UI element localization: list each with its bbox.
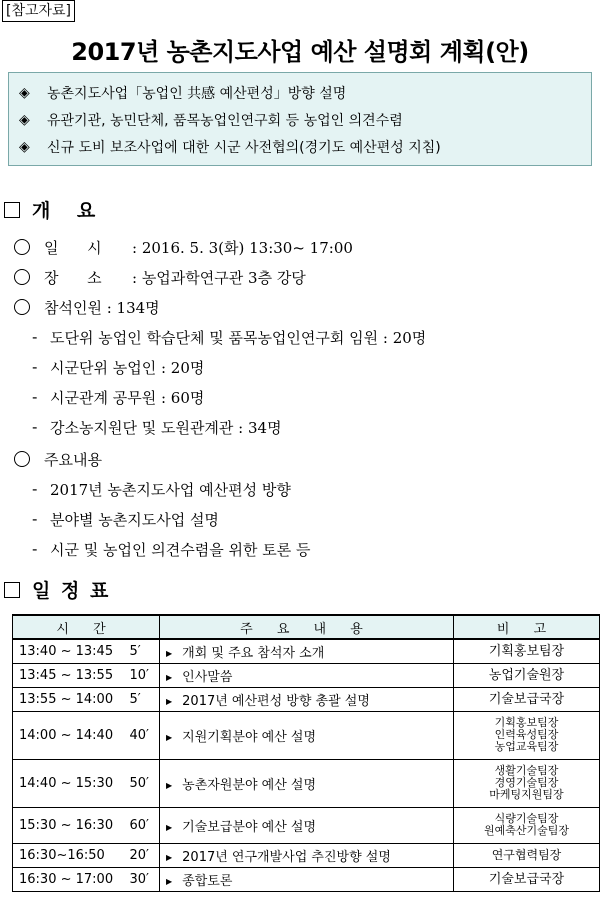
section-heading-text: 일 정 표 bbox=[32, 580, 111, 602]
dash-bullet-icon: - bbox=[32, 328, 38, 346]
circle-bullet-icon bbox=[14, 451, 30, 467]
row-content bbox=[160, 843, 454, 867]
triangle-bullet-icon: ▶ bbox=[166, 696, 173, 706]
main-contents-text: 주요내용 bbox=[44, 450, 102, 469]
reference-tag: [참고자료] bbox=[2, 0, 75, 22]
circle-bullet-icon bbox=[14, 269, 30, 285]
row-duration: 10′ bbox=[128, 663, 160, 687]
row-content-text: 개회 및 주요 참석자 소개 bbox=[182, 645, 325, 661]
row-content-text: 2017년 예산편성 방향 총괄 설명 bbox=[182, 693, 370, 709]
place-label: 장 소 bbox=[44, 268, 102, 287]
header-note: 비 고 bbox=[454, 615, 600, 639]
participants-text: 참석인원 : 134명 bbox=[44, 298, 160, 317]
dash-bullet-icon: - bbox=[32, 418, 38, 436]
triangle-bullet-icon: ▶ bbox=[166, 732, 173, 742]
triangle-bullet-icon: ▶ bbox=[166, 672, 173, 682]
row-note-text: 원예축산기술팀장 bbox=[483, 824, 569, 837]
row-note-text: 연구협력팀장 bbox=[491, 847, 562, 862]
overview-participants bbox=[14, 292, 160, 322]
table-row bbox=[13, 687, 600, 711]
row-content-text: 농촌자원분야 예산 설명 bbox=[182, 777, 317, 793]
row-content-text: 지원기획분야 예산 설명 bbox=[182, 729, 317, 745]
content-item-text: 2017년 농촌지도사업 예산편성 방향 bbox=[50, 480, 291, 499]
table-row bbox=[13, 711, 600, 759]
section-heading-schedule bbox=[4, 576, 110, 603]
table-row bbox=[13, 843, 600, 867]
overview-place bbox=[14, 262, 306, 292]
table-header-row bbox=[13, 615, 600, 639]
row-duration: 50′ bbox=[128, 759, 160, 807]
row-duration: 40′ bbox=[128, 711, 160, 759]
row-time: 14:00 ~ 14:40 bbox=[13, 711, 128, 759]
row-note-text: 경영기술팀장 bbox=[494, 776, 559, 789]
participant-item bbox=[32, 352, 204, 382]
circle-bullet-icon bbox=[14, 239, 30, 255]
square-bullet-icon bbox=[4, 582, 20, 598]
row-time: 13:55 ~ 14:00 bbox=[13, 687, 128, 711]
row-duration: 5′ bbox=[128, 639, 160, 663]
circle-bullet-icon bbox=[14, 299, 30, 315]
summary-line bbox=[19, 133, 591, 160]
datetime-value: : 2016. 5. 3(화) 13:30~ 17:00 bbox=[132, 238, 353, 257]
participant-item-text: 강소농지원단 및 도원관계관 : 34명 bbox=[50, 418, 282, 437]
participant-item bbox=[32, 382, 204, 412]
row-content-text: 종합토론 bbox=[182, 873, 233, 889]
row-time: 16:30 ~ 17:00 bbox=[13, 867, 128, 891]
row-note-text: 농업기술원장 bbox=[488, 667, 565, 683]
table-row bbox=[13, 807, 600, 843]
participant-item-text: 시군관계 공무원 : 60명 bbox=[50, 388, 205, 407]
row-duration: 5′ bbox=[128, 687, 160, 711]
content-item-text: 시군 및 농업인 의견수렴을 위한 토론 등 bbox=[50, 540, 311, 559]
row-time: 14:40 ~ 15:30 bbox=[13, 759, 128, 807]
summary-line bbox=[19, 106, 591, 133]
summary-text: 유관기관, 농민단체, 품목농업인연구회 등 농업인 의견수렴 bbox=[47, 112, 403, 129]
row-note bbox=[454, 807, 600, 843]
row-time: 13:45 ~ 13:55 bbox=[13, 663, 128, 687]
row-note bbox=[454, 687, 600, 711]
table-row bbox=[13, 759, 600, 807]
row-note bbox=[454, 759, 600, 807]
dash-bullet-icon: - bbox=[32, 540, 38, 558]
content-item-text: 분야별 농촌지도사업 설명 bbox=[50, 510, 219, 529]
row-time: 15:30 ~ 16:30 bbox=[13, 807, 128, 843]
dash-bullet-icon: - bbox=[32, 358, 38, 376]
row-note-text: 기술보급국장 bbox=[488, 691, 565, 707]
header-time: 시 간 bbox=[13, 615, 160, 639]
row-content bbox=[160, 639, 454, 663]
row-note-text: 기획홍보팀장 bbox=[488, 643, 565, 659]
participant-item bbox=[32, 412, 282, 442]
summary-text: 농촌지도사업「농업인 共感 예산편성」방향 설명 bbox=[47, 85, 347, 102]
row-note-text: 기술보급국장 bbox=[488, 871, 565, 887]
summary-text: 신규 도비 보조사업에 대한 시군 사전협의(경기도 예산편성 지침) bbox=[47, 139, 441, 156]
dash-bullet-icon: - bbox=[32, 510, 38, 528]
summary-line bbox=[19, 79, 591, 106]
row-content bbox=[160, 867, 454, 891]
row-note-text: 마케팅지원팀장 bbox=[489, 788, 564, 801]
participant-item-text: 도단위 농업인 학습단체 및 품목농업인연구회 임원 : 20명 bbox=[50, 328, 427, 347]
diamond-bullet-icon: ◈ bbox=[19, 138, 30, 155]
overview-main-contents bbox=[14, 444, 102, 474]
participant-item bbox=[32, 322, 426, 352]
row-content-text: 인사말씀 bbox=[182, 669, 233, 685]
row-note bbox=[454, 639, 600, 663]
row-content bbox=[160, 663, 454, 687]
row-note bbox=[454, 867, 600, 891]
row-note-text: 생활기술팀장 bbox=[494, 764, 559, 777]
triangle-bullet-icon: ▶ bbox=[166, 876, 173, 886]
section-heading-overview bbox=[4, 196, 95, 223]
header-content: 주 요 내 용 bbox=[160, 615, 454, 639]
dash-bullet-icon: - bbox=[32, 480, 38, 498]
triangle-bullet-icon: ▶ bbox=[166, 648, 173, 658]
row-content-text: 기술보급분야 예산 설명 bbox=[182, 819, 317, 835]
overview-datetime bbox=[14, 232, 353, 262]
place-value: : 농업과학연구관 3층 강당 bbox=[132, 268, 306, 287]
triangle-bullet-icon: ▶ bbox=[166, 852, 173, 862]
section-heading-text: 개 요 bbox=[32, 200, 96, 222]
row-note-text: 식량기술팀장 bbox=[494, 812, 559, 825]
row-content bbox=[160, 687, 454, 711]
content-item bbox=[32, 504, 219, 534]
schedule-table bbox=[12, 614, 600, 892]
row-note-text: 기획홍보팀장 bbox=[494, 716, 559, 729]
table-row bbox=[13, 867, 600, 891]
diamond-bullet-icon: ◈ bbox=[19, 84, 30, 101]
row-note-text: 인력육성팀장 bbox=[494, 728, 559, 741]
content-item bbox=[32, 474, 291, 504]
row-note bbox=[454, 663, 600, 687]
row-note bbox=[454, 843, 600, 867]
row-note-text: 농업교육팀장 bbox=[494, 740, 559, 753]
document-title: 2017년 농촌지도사업 예산 설명회 계획(안) bbox=[71, 38, 529, 66]
table-row bbox=[13, 663, 600, 687]
row-content bbox=[160, 711, 454, 759]
table-row bbox=[13, 639, 600, 663]
row-time: 16:30~16:50 bbox=[13, 843, 128, 867]
square-bullet-icon bbox=[4, 202, 20, 218]
datetime-label: 일 시 bbox=[44, 238, 102, 257]
row-note bbox=[454, 711, 600, 759]
summary-box bbox=[8, 72, 592, 166]
row-content-text: 2017년 연구개발사업 추진방향 설명 bbox=[182, 849, 391, 865]
row-content bbox=[160, 807, 454, 843]
dash-bullet-icon: - bbox=[32, 388, 38, 406]
triangle-bullet-icon: ▶ bbox=[166, 822, 173, 832]
diamond-bullet-icon: ◈ bbox=[19, 111, 30, 128]
participant-item-text: 시군단위 농업인 : 20명 bbox=[50, 358, 205, 377]
row-duration: 60′ bbox=[128, 807, 160, 843]
row-duration: 20′ bbox=[128, 843, 160, 867]
row-duration: 30′ bbox=[128, 867, 160, 891]
row-time: 13:40 ~ 13:45 bbox=[13, 639, 128, 663]
row-content bbox=[160, 759, 454, 807]
content-item bbox=[32, 534, 310, 564]
triangle-bullet-icon: ▶ bbox=[166, 780, 173, 790]
